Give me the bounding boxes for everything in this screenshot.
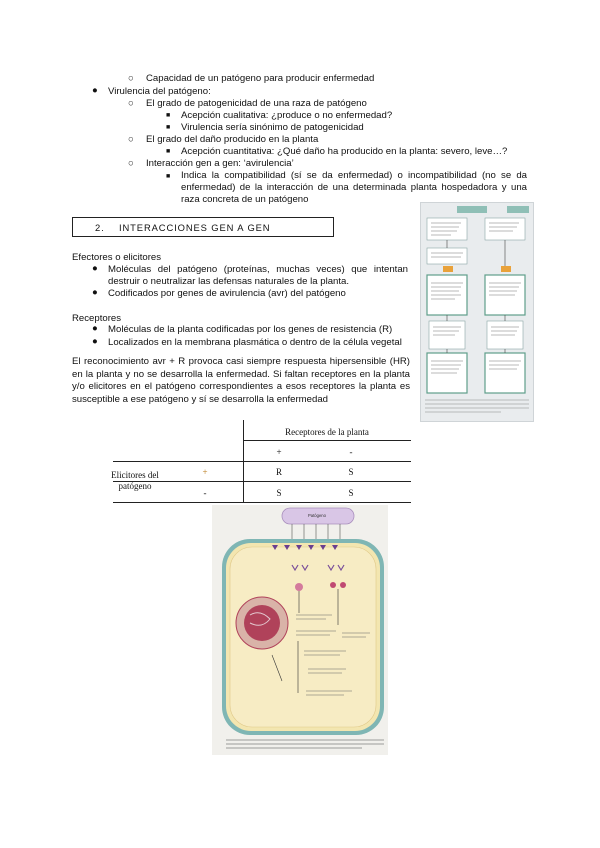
- table-row-header: Elicitores del patógeno: [111, 470, 159, 491]
- dot-bullet-icon: ●: [92, 287, 98, 298]
- outline-item: Indica la compatibilidad (sí se da enfermedad) o incompatibilidad (no se da enfermedad) de la interacción de una determinada planta hospedadora y una raza concreta de un patógeno: [181, 170, 527, 205]
- square-bullet-icon: ■: [166, 124, 171, 131]
- table-cell: S: [276, 488, 282, 498]
- outline-item: Acepción cuantitativa: ¿Qué daño ha producido en la planta: severo, leve…?: [181, 146, 508, 157]
- square-bullet-icon: ■: [166, 173, 171, 180]
- dot-bullet-icon: ●: [92, 263, 98, 274]
- outline-item: Capacidad de un patógeno para producir enfermedad: [146, 73, 375, 84]
- circle-bullet-icon: ○: [128, 158, 134, 169]
- gene-interaction-diagram: [421, 203, 533, 421]
- table-cell: S: [348, 467, 354, 477]
- table-row-sign: +: [202, 467, 208, 477]
- table-col-header: Receptores de la planta: [285, 427, 369, 437]
- circle-bullet-icon: ○: [128, 134, 134, 145]
- efectores-item: Moléculas del patógeno (proteínas, muchas veces) que intentan destruir o neutralizar las defensas naturales de la planta.: [108, 264, 408, 287]
- square-bullet-icon: ■: [166, 112, 171, 119]
- section-number: 2.: [95, 222, 105, 233]
- receptores-item: Moléculas de la planta codificadas por los genes de resistencia (R): [108, 324, 393, 335]
- table-row-sign: -: [203, 488, 207, 498]
- outline-item: Virulencia del patógeno:: [108, 86, 211, 97]
- plant-cell-figure: [212, 505, 388, 755]
- body-paragraph: El reconocimiento avr + R provoca casi siempre respuesta hipersensible (HR) en la planta y no se desarrolla la enfermedad. Si faltan receptores en la planta y/o elicitores en el patógeno correspondientes a esos receptores la planta es susceptible a ese patógeno y sí se desarrolla la enfermedad: [72, 356, 410, 405]
- dot-bullet-icon: ●: [92, 85, 98, 96]
- table-rule: [113, 461, 411, 462]
- dot-bullet-icon: ●: [92, 323, 98, 334]
- dot-bullet-icon: ●: [92, 336, 98, 347]
- table-cell: S: [348, 488, 354, 498]
- plant-cell-diagram: [212, 505, 388, 755]
- efectores-heading: Efectores o elicitores: [72, 252, 162, 263]
- table-cell: R: [275, 467, 282, 477]
- pathogen-banner-label: Patógeno: [308, 513, 326, 518]
- circle-bullet-icon: ○: [128, 98, 134, 109]
- section-title: INTERACCIONES GEN A GEN: [119, 222, 271, 233]
- square-bullet-icon: ■: [166, 148, 171, 155]
- outline-item: El grado de patogenicidad de una raza de patógeno: [146, 98, 367, 109]
- table-rule: [243, 440, 411, 441]
- receptores-item: Localizados en la membrana plasmática o dentro de la célula vegetal: [108, 337, 402, 348]
- circle-bullet-icon: ○: [128, 73, 134, 84]
- outline-item: Virulencia sería sinónimo de patogenicidad: [181, 122, 364, 133]
- table-rule: [113, 502, 411, 503]
- table-col-sign: +: [276, 447, 282, 457]
- outline-item: Acepción cualitativa: ¿produce o no enfermedad?: [181, 110, 393, 121]
- outline-item: El grado del daño producido en la planta: [146, 134, 319, 145]
- outline-item: Interacción gen a gen: ‘avirulencia’: [146, 158, 294, 169]
- section-heading-box: [72, 217, 334, 237]
- gene-interaction-figure: [420, 202, 534, 422]
- receptores-heading: Receptores: [72, 313, 122, 324]
- table-col-sign: -: [349, 447, 353, 457]
- efectores-item: Codificados por genes de avirulencia (avr) del patógeno: [108, 288, 346, 299]
